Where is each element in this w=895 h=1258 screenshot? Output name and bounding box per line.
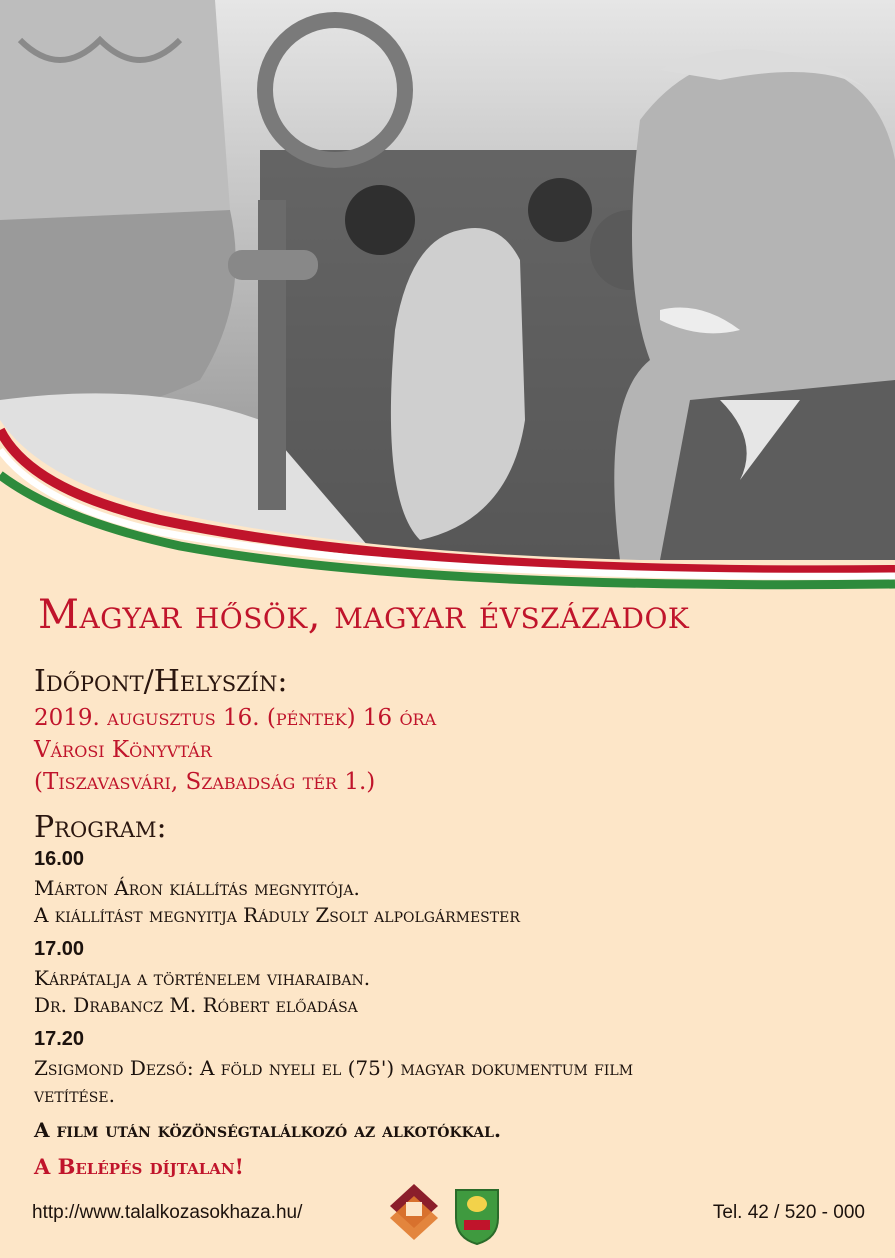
- event-address: (Tiszavasvári, Szabadság tér 1.): [34, 769, 376, 795]
- program-time: 17.20: [34, 1028, 85, 1050]
- program-line: A kiállítást megnyitja Ráduly Zsolt alpolgármester: [34, 903, 520, 927]
- event-venue: Városi Könyvtár: [34, 737, 212, 763]
- after-film-note: A film után közönségtalálkozó az alkotókkal.: [34, 1118, 501, 1142]
- event-date: 2019. augusztus 16. (péntek) 16 óra: [34, 705, 437, 731]
- program-heading: Program:: [34, 810, 167, 845]
- free-entry-note: A Belépés díjtalan!: [34, 1154, 244, 1179]
- program-line: vetítése.: [34, 1083, 115, 1107]
- library-logo-icon: [390, 1184, 438, 1240]
- datetime-heading: Időpont/Helyszín:: [34, 664, 288, 699]
- city-coat-of-arms-icon: [452, 1186, 502, 1246]
- event-title: Magyar hősök, magyar évszázadok: [38, 592, 690, 638]
- program-time: 17.00: [34, 938, 85, 960]
- program-line: Dr. Drabancz M. Róbert előadása: [34, 993, 358, 1017]
- program-line: Kárpátalja a történelem viharaiban.: [34, 966, 371, 990]
- website-link[interactable]: http://www.talalkozasokhaza.hu/: [32, 1202, 303, 1223]
- program-time: 16.00: [34, 848, 85, 870]
- flag-ribbon: [0, 420, 895, 590]
- program-line: Zsigmond Dezső: A föld nyeli el (75') magyar dokumentum film: [34, 1056, 634, 1080]
- program-line: Márton Áron kiállítás megnyitója.: [34, 876, 360, 900]
- phone-number: Tel. 42 / 520 - 000: [712, 1202, 865, 1223]
